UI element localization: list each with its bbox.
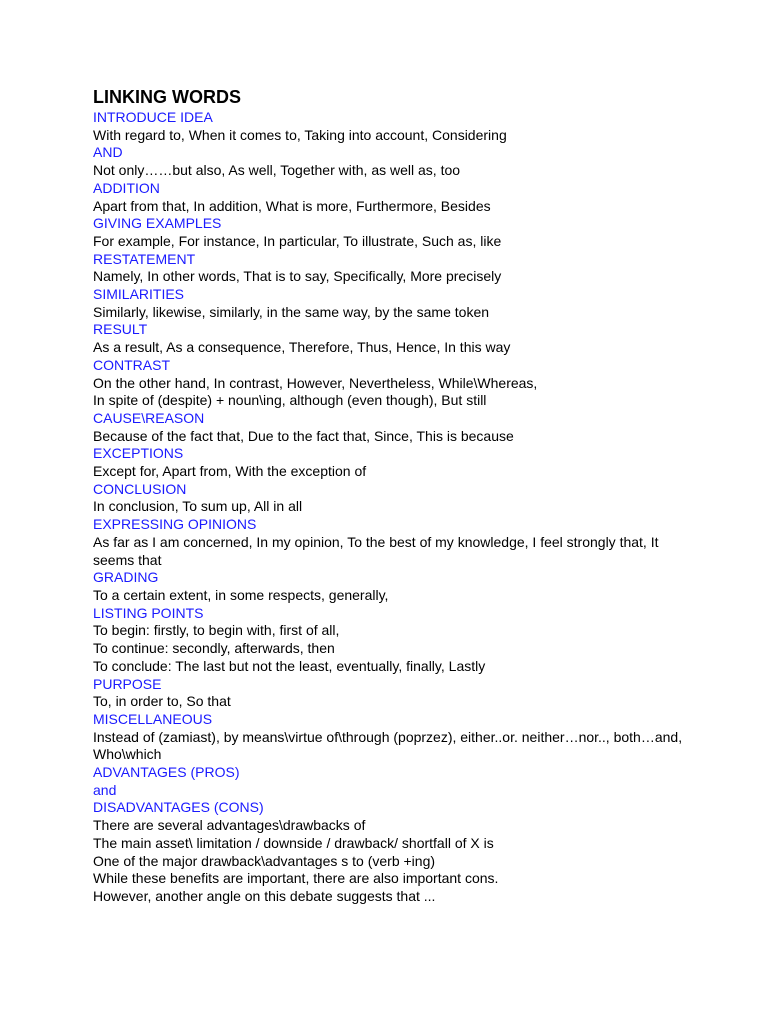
section-heading: ADVANTAGES (PROS) [93,764,240,781]
section-heading: SIMILARITIES [93,286,185,303]
section-heading: GIVING EXAMPLES [93,215,222,232]
section-text: As far as I am concerned, In my opinion, To the best of my knowledge, I feel strongly that, It seems that [93,533,659,568]
section-text: To conclude: The last but not the least, eventually, finally, Lastly [93,657,486,674]
section-heading: AND [93,144,123,161]
section-heading: MISCELLANEOUS [93,710,213,727]
page-title: LINKING WORDS [93,87,241,107]
section-heading: GRADING [93,569,159,586]
section-text: Namely, In other words, That is to say, Specifically, More precisely [93,268,502,285]
section-heading: ADDITION [93,179,160,196]
section-text: With regard to, When it comes to, Taking into account, Considering [93,126,507,143]
section-heading: DISADVANTAGES (CONS) [93,799,264,816]
section-text: Instead of (zamiast), by means\virtue of\through (poprzez), either..or. neither…nor.., both…and, Who\which [93,728,683,763]
section-text: In conclusion, To sum up, All in all [93,498,303,515]
linking-words-list [93,109,683,906]
section-heading: RESULT [93,321,148,338]
section-heading: CONTRAST [93,356,170,373]
section-heading: CAUSE\REASON [93,409,205,426]
section-text: As a result, As a consequence, Therefore, Thus, Hence, In this way [93,339,511,356]
section-heading: LISTING POINTS [93,604,204,621]
section-heading: PURPOSE [93,675,162,692]
section-text: The main asset\ limitation / downside / drawback/ shortfall of X is [93,834,494,851]
section-text: One of the major drawback\advantages s to (verb +ing) [93,852,436,869]
section-text: To begin: firstly, to begin with, first of all, [93,622,340,639]
section-heading: INTRODUCE IDEA [93,109,213,125]
section-text: Apart from that, In addition, What is more, Furthermore, Besides [93,197,491,214]
section-heading: CONCLUSION [93,480,187,497]
section-text: To, in order to, So that [93,693,231,710]
section-text: Not only……but also, As well, Together with, as well as, too [93,162,461,179]
section-text: Because of the fact that, Due to the fact that, Since, This is because [93,427,514,444]
section-text: Similarly, likewise, similarly, in the same way, by the same token [93,303,490,320]
section-heading: RESTATEMENT [93,250,196,267]
document-page [93,86,683,906]
section-text: While these benefits are important, there are also important cons. [93,870,499,887]
section-text: To continue: secondly, afterwards, then [93,640,335,657]
section-text: However, another angle on this debate suggests that ... [93,887,436,904]
section-heading: EXCEPTIONS [93,445,184,462]
section-text: In spite of (despite) + noun\ing, although (even though), But still [93,392,487,409]
section-heading: and [93,781,117,798]
section-heading: EXPRESSING OPINIONS [93,516,257,533]
section-text: Except for, Apart from, With the exception of [93,463,367,480]
section-text: For example, For instance, In particular, To illustrate, Such as, like [93,232,502,249]
section-text: On the other hand, In contrast, However, Nevertheless, While\Whereas, [93,374,538,391]
section-text: There are several advantages\drawbacks of [93,817,366,834]
section-text: To a certain extent, in some respects, generally, [93,586,389,603]
